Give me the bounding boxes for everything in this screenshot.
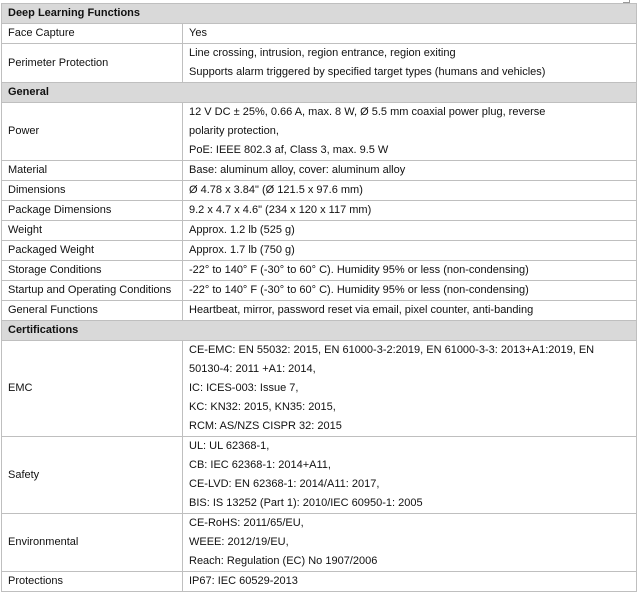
spec-value-line: CE-RoHS: 2011/65/EU, [189, 517, 304, 529]
spec-key: Material [2, 161, 183, 181]
spec-value [183, 221, 637, 241]
spec-key: Environmental [2, 514, 183, 572]
spec-value-line: IP67: IEC 60529-2013 [189, 575, 298, 587]
spec-value-line: polarity protection, [189, 125, 279, 137]
spec-table [1, 3, 637, 592]
spec-row-package-dimensions [2, 201, 637, 221]
spec-value-line: Heartbeat, mirror, password reset via email, pixel counter, anti-banding [189, 304, 534, 316]
spec-table-body [2, 4, 637, 592]
spec-value [183, 24, 637, 44]
spec-key: Startup and Operating Conditions [2, 281, 183, 301]
spec-value [183, 181, 637, 201]
spec-key: Dimensions [2, 181, 183, 201]
spec-row-power [2, 103, 637, 161]
spec-value [183, 44, 637, 83]
section-header-certifications [2, 321, 637, 341]
spec-value-line: KC: KN32: 2015, KN35: 2015, [189, 401, 336, 413]
spec-key: Power [2, 103, 183, 161]
spec-value [183, 572, 637, 592]
spec-value [183, 201, 637, 221]
spec-value [183, 241, 637, 261]
spec-value-line: UL: UL 62368-1, [189, 440, 270, 452]
spec-row-safety [2, 437, 637, 514]
spec-value [183, 301, 637, 321]
spec-value-line: RCM: AS/NZS CISPR 32: 2015 [189, 420, 342, 432]
spec-value-line: Yes [189, 27, 207, 39]
spec-row-material [2, 161, 637, 181]
spec-value-line: Approx. 1.2 lb (525 g) [189, 224, 295, 236]
spec-value-line: 9.2 x 4.7 x 4.6" (234 x 120 x 117 mm) [189, 204, 372, 216]
spec-value-line: 50130-4: 2011 +A1: 2014, [189, 363, 316, 375]
spec-value-line: IC: ICES-003: Issue 7, [189, 382, 299, 394]
spec-key: Weight [2, 221, 183, 241]
spec-value-line: PoE: IEEE 802.3 af, Class 3, max. 9.5 W [189, 144, 389, 156]
spec-key: Protections [2, 572, 183, 592]
spec-value-line: Line crossing, intrusion, region entrance, region exiting [189, 47, 456, 59]
spec-value-line: Approx. 1.7 lb (750 g) [189, 244, 295, 256]
spec-key: Perimeter Protection [2, 44, 183, 83]
spec-row-emc [2, 341, 637, 437]
spec-row-dimensions [2, 181, 637, 201]
spec-value [183, 281, 637, 301]
spec-row-protections [2, 572, 637, 592]
spec-value [183, 161, 637, 181]
spec-value-line: -22° to 140° F (-30° to 60° C). Humidity 95% or less (non-condensing) [189, 284, 529, 296]
spec-key: Storage Conditions [2, 261, 183, 281]
spec-row-startup-and-operating-conditions [2, 281, 637, 301]
spec-value-line: CB: IEC 62368-1: 2014+A11, [189, 459, 331, 471]
spec-key: General Functions [2, 301, 183, 321]
section-header-deep-learning-functions [2, 4, 637, 24]
spec-value-line: WEEE: 2012/19/EU, [189, 536, 289, 548]
spec-value-line: Base: aluminum alloy, cover: aluminum alloy [189, 164, 406, 176]
spec-value [183, 437, 637, 514]
section-title: General [2, 83, 637, 103]
spec-row-general-functions [2, 301, 637, 321]
spec-value-line: Reach: Regulation (EC) No 1907/2006 [189, 555, 378, 567]
spec-value [183, 514, 637, 572]
spec-row-weight [2, 221, 637, 241]
spec-value [183, 261, 637, 281]
spec-key: Package Dimensions [2, 201, 183, 221]
section-header-general [2, 83, 637, 103]
spec-value [183, 341, 637, 437]
spec-key: EMC [2, 341, 183, 437]
spec-value-line: Ø 4.78 x 3.84" (Ø 121.5 x 97.6 mm) [189, 184, 363, 196]
section-title: Deep Learning Functions [2, 4, 637, 24]
spec-value-line: BIS: IS 13252 (Part 1): 2010/IEC 60950-1: 2005 [189, 497, 423, 509]
spec-row-packaged-weight [2, 241, 637, 261]
spec-value-line: CE-EMC: EN 55032: 2015, EN 61000-3-2:2019, EN 61000-3-3: 2013+A1:2019, EN [189, 344, 595, 356]
spec-value-line: CE-LVD: EN 62368-1: 2014/A11: 2017, [189, 478, 380, 490]
spec-row-environmental [2, 514, 637, 572]
spec-row-storage-conditions [2, 261, 637, 281]
spec-value-line: Supports alarm triggered by specified target types (humans and vehicles) [189, 66, 546, 78]
spec-key: Safety [2, 437, 183, 514]
spec-key: Packaged Weight [2, 241, 183, 261]
spec-key: Face Capture [2, 24, 183, 44]
spec-value [183, 103, 637, 161]
section-title: Certifications [2, 321, 637, 341]
spec-value-line: 12 V DC ± 25%, 0.66 A, max. 8 W, Ø 5.5 mm coaxial power plug, reverse [189, 106, 546, 118]
spec-row-perimeter-protection [2, 44, 637, 83]
spec-value-line: -22° to 140° F (-30° to 60° C). Humidity 95% or less (non-condensing) [189, 264, 529, 276]
spec-row-face-capture [2, 24, 637, 44]
